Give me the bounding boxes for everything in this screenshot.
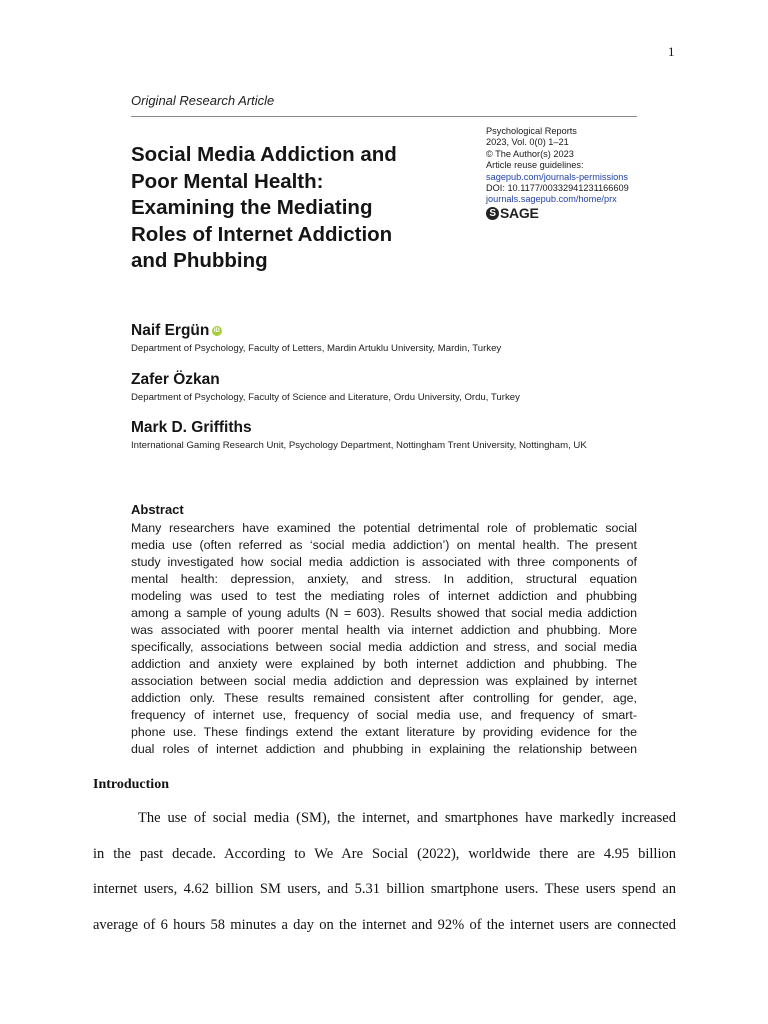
author-name: Mark D. Griffiths <box>131 419 252 436</box>
title-line: and Phubbing <box>131 249 268 272</box>
introduction-heading: Introduction <box>93 777 169 792</box>
introduction-line: The use of social media (SM), the internet, and smartphones have markedly increased <box>138 810 676 826</box>
abstract-line: media use (often referred as ‘social media addiction’) on mental health. The present <box>131 538 637 552</box>
introduction-line: internet users, 4.62 billion SM users, and 5.31 billion smartphone users. These users spend an <box>93 881 676 897</box>
article-type-label: Original Research Article <box>131 93 275 108</box>
journal-name: Psychological Reports <box>486 126 577 136</box>
abstract-line: Many researchers have examined the potential detrimental role of problematic social <box>131 521 637 535</box>
journal-home-link[interactable]: journals.sagepub.com/home/prx <box>486 194 617 205</box>
author-name: Naif Ergün <box>131 322 210 339</box>
title-line: Roles of Internet Addiction <box>131 222 393 246</box>
abstract-line: addiction and anxiety were explained by both internet addiction and phubbing. The <box>131 657 637 671</box>
author-block <box>131 322 501 354</box>
publisher-logo <box>486 204 646 221</box>
introduction-line: average of 6 hours 58 minutes a day on the internet and 92% of the internet users are connected <box>93 916 676 933</box>
abstract-line: specifically, associations between social media addiction and stress, and social media <box>131 640 637 654</box>
copyright-notice: © The Author(s) 2023 <box>486 148 574 159</box>
title-line: Social Media Addiction and <box>131 143 397 166</box>
title-line: Examining the Mediating <box>131 196 373 219</box>
permissions-link[interactable]: sagepub.com/journals-permissions <box>486 171 628 182</box>
abstract-line: addiction only. These results remained consistent after controlling for gender, age, <box>131 691 637 705</box>
abstract-line: mental health: depression, anxiety, and stress. In addition, structural equation <box>131 572 637 586</box>
reuse-guidelines-label: Article reuse guidelines: <box>486 160 584 171</box>
abstract-line: modeling was used to test the mediating roles of internet addiction and phubbing <box>131 589 637 603</box>
title-line: Poor Mental Health: <box>131 169 324 193</box>
author-name: Zafer Özkan <box>131 371 220 388</box>
journal-issue: 2023, Vol. 0(0) 1–21 <box>486 137 569 148</box>
abstract-body <box>131 520 637 758</box>
author-block <box>131 419 587 451</box>
introduction-body <box>93 810 676 952</box>
abstract-heading: Abstract <box>131 502 184 517</box>
author-name-row <box>131 322 501 340</box>
journal-info-block <box>486 126 646 220</box>
author-block <box>131 371 520 403</box>
abstract-line: frequency of internet use, frequency of social media use, and frequency of smart- <box>131 708 637 722</box>
orcid-icon[interactable] <box>212 326 222 336</box>
page-number: 1 <box>668 44 675 59</box>
sage-logo-icon: S <box>486 207 499 220</box>
abstract-line: association between social media addiction and depression was explained by internet <box>131 674 637 688</box>
introduction-line: in the past decade. According to We Are Social (2022), worldwide there are 4.95 billion <box>93 845 676 862</box>
abstract-line: study investigated how social media addiction is associated with three components of <box>131 555 637 569</box>
abstract-line: among a sample of young adults (N = 603). Results showed that social media addiction <box>131 606 637 620</box>
abstract-line: dual roles of internet addiction and phubbing in explaining the relationship between <box>131 742 637 756</box>
author-affiliation: Department of Psychology, Faculty of Science and Literature, Ordu University, Ordu, Turkey <box>131 392 520 403</box>
article-title <box>131 142 471 275</box>
author-affiliation: Department of Psychology, Faculty of Letters, Mardin Artuklu University, Mardin, Turkey <box>131 343 502 354</box>
author-name-row <box>131 419 587 437</box>
abstract-line: phone use. These findings extend the extant literature by providing evidence for the <box>131 725 637 739</box>
header-rule <box>131 116 637 117</box>
abstract-line: was associated with poorer mental health via internet addiction and phubbing. More <box>131 623 637 637</box>
author-name-row <box>131 371 520 389</box>
doi: DOI: 10.1177/00332941231166609 <box>486 183 629 194</box>
publisher-name: SAGE <box>500 204 539 221</box>
author-affiliation: International Gaming Research Unit, Psychology Department, Nottingham Trent University, Nottingham, UK <box>131 440 587 451</box>
